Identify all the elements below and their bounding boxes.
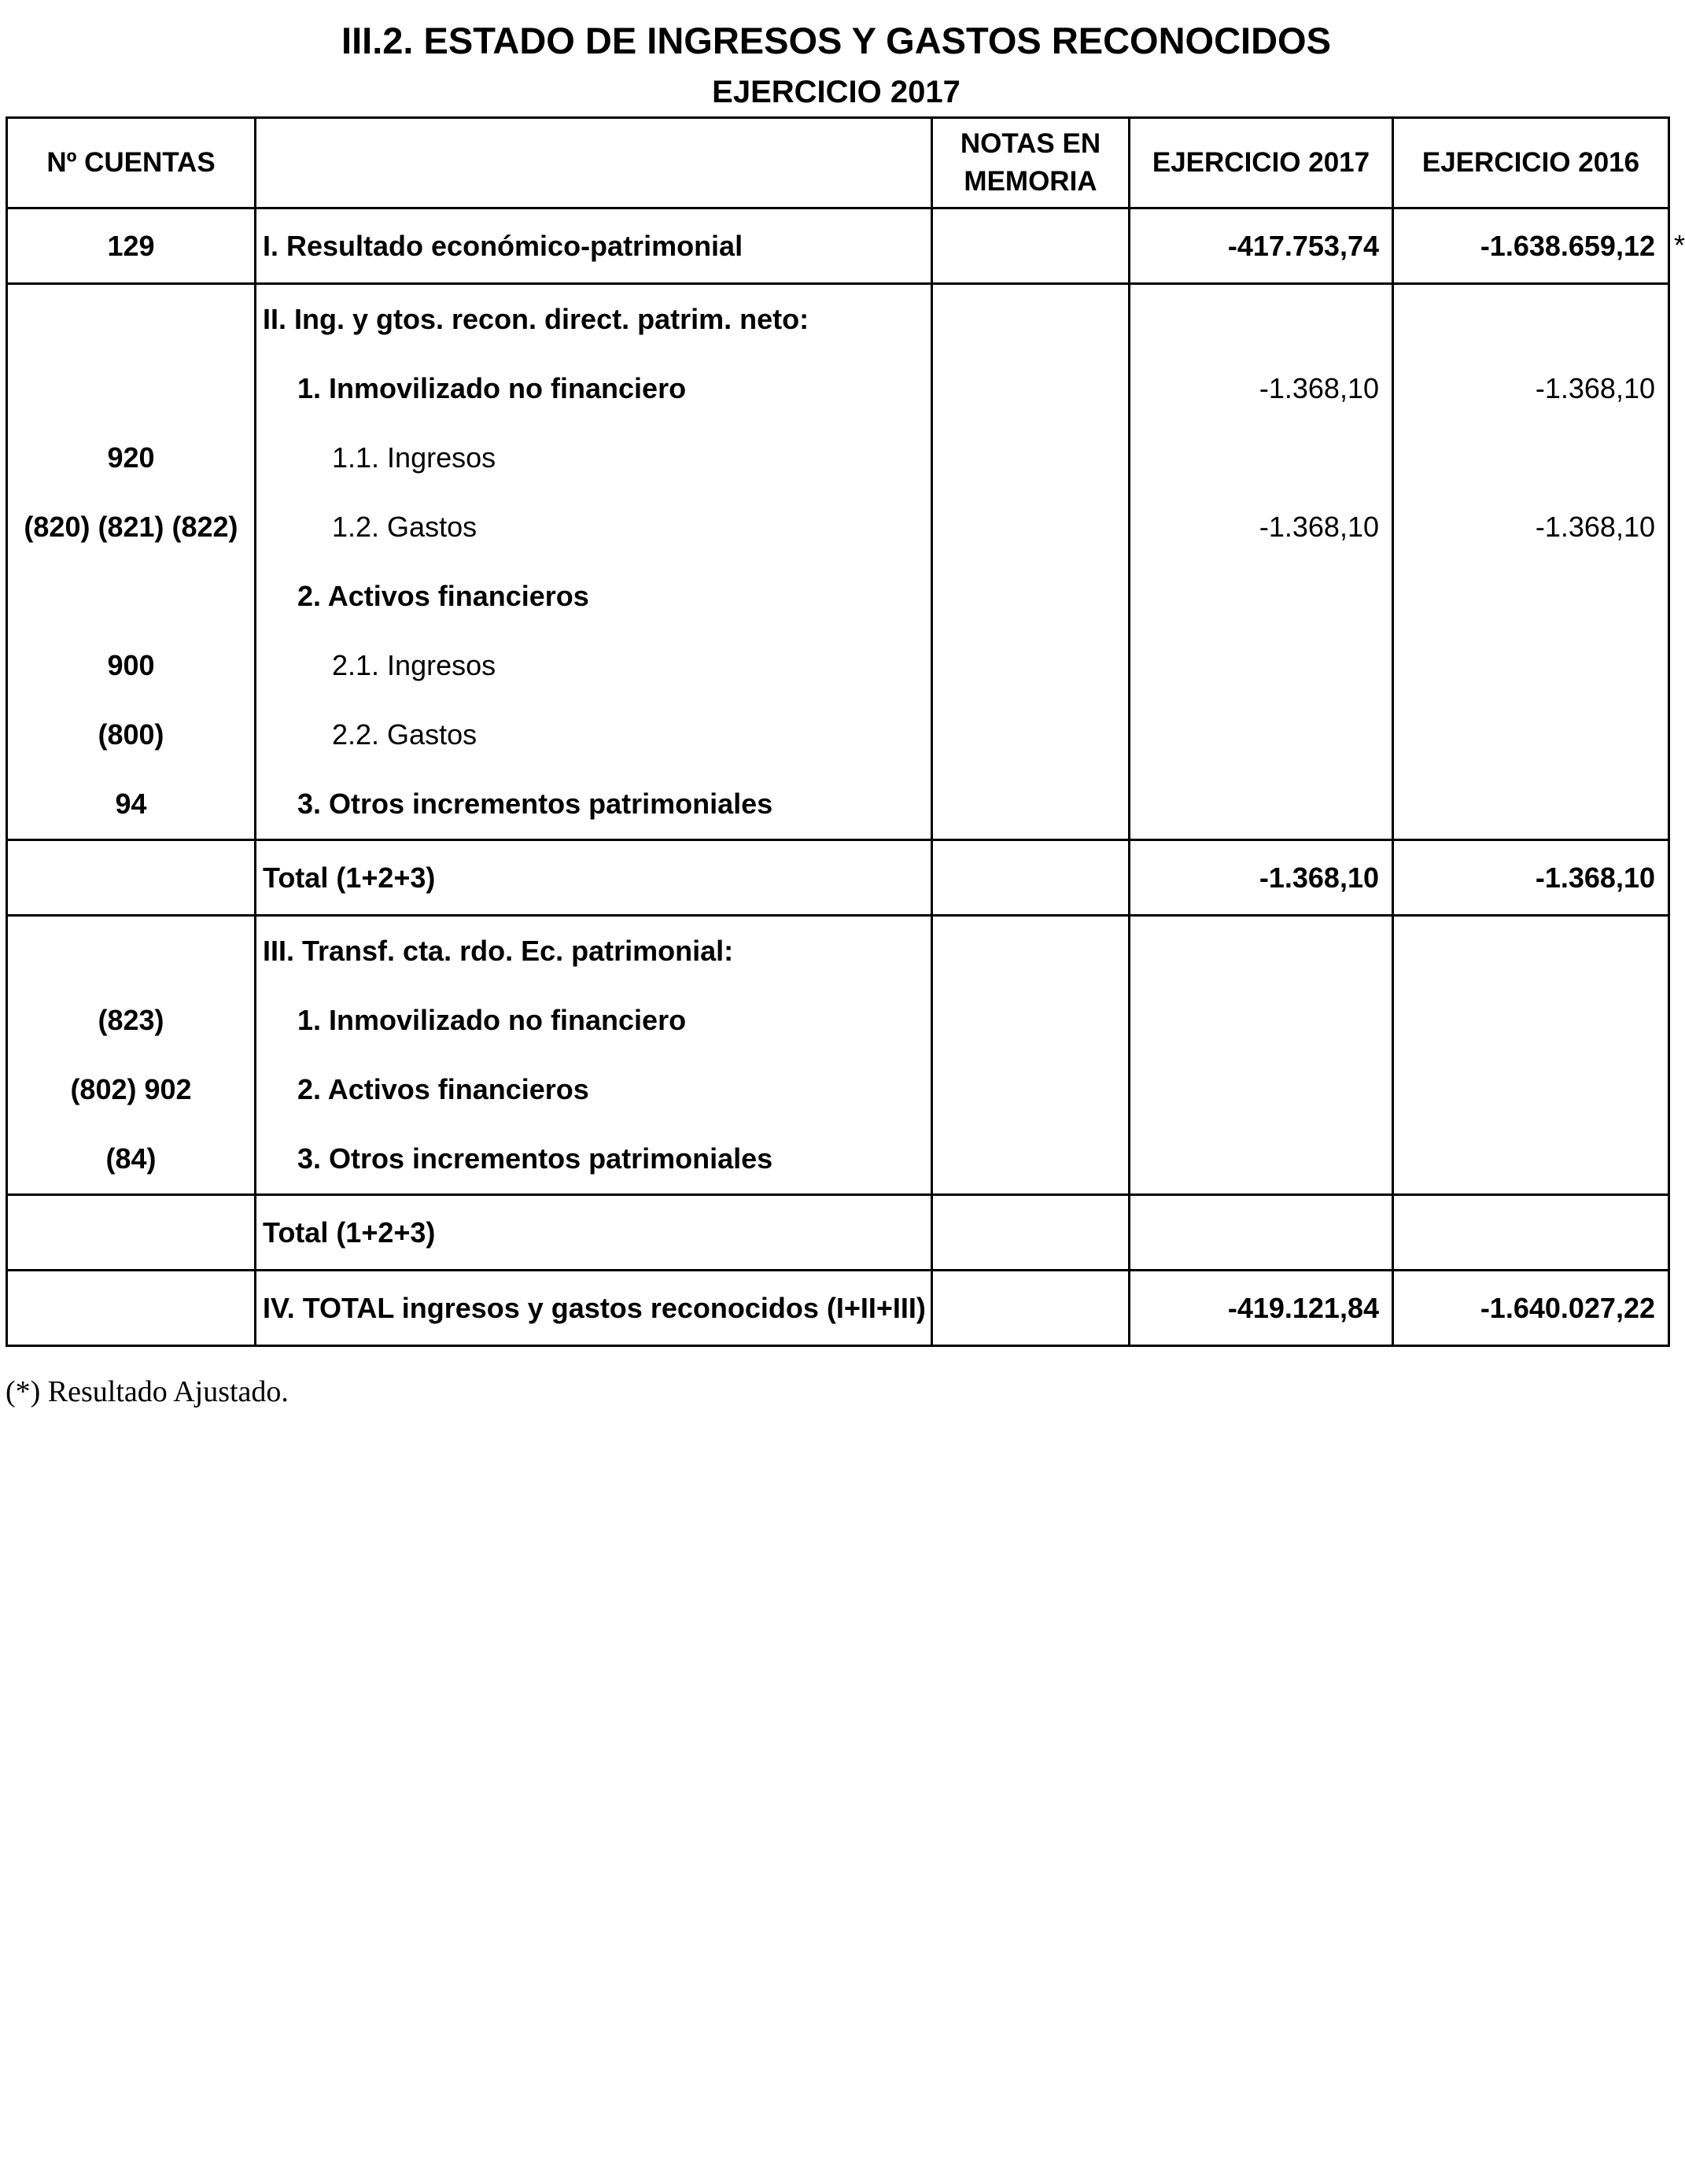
table-row [7, 284, 1669, 355]
row-notas [932, 493, 1130, 562]
footnote: (*) Resultado Ajustado. [6, 1375, 289, 1408]
row-cuenta: 920 [7, 423, 256, 493]
row-desc: 3. Otros incrementos patrimoniales [256, 769, 932, 840]
row-ej2017: -1.368,10 [1130, 493, 1393, 562]
table-row [7, 631, 1669, 700]
row-ej2017 [1130, 916, 1393, 987]
row-cuenta: (820) (821) (822) [7, 493, 256, 562]
row-desc: 1.1. Ingresos [256, 423, 932, 493]
row-notas [932, 1195, 1130, 1271]
row-notas [932, 208, 1130, 284]
row-desc: Total (1+2+3) [256, 1195, 932, 1271]
adjusted-mark: * [1673, 229, 1685, 261]
row-ej2016 [1393, 562, 1669, 631]
row-cuenta: (823) [7, 986, 256, 1055]
row-ej2016 [1393, 769, 1669, 840]
table-row [7, 354, 1669, 423]
row-notas [932, 916, 1130, 987]
row-ej2017: -1.368,10 [1130, 840, 1393, 916]
row-notas [932, 354, 1130, 423]
table-row [7, 1271, 1669, 1346]
header-notas-line2: MEMORIA [964, 166, 1097, 197]
row-notas [932, 840, 1130, 916]
table-row [7, 1055, 1669, 1124]
row-ej2016-value: -1.638.659,12 [1480, 229, 1655, 262]
row-ej2016: -1.368,10 [1393, 493, 1669, 562]
table-row [7, 986, 1669, 1055]
row-desc: 3. Otros incrementos patrimoniales [256, 1124, 932, 1195]
row-notas [932, 1124, 1130, 1195]
row-ej2017 [1130, 1055, 1393, 1124]
row-ej2017: -419.121,84 [1130, 1271, 1393, 1346]
row-desc: IV. TOTAL ingresos y gastos reconocidos (I+II+III) [256, 1271, 932, 1346]
row-ej2017 [1130, 986, 1393, 1055]
row-desc: Total (1+2+3) [256, 840, 932, 916]
table-row [7, 208, 1669, 284]
header-notas-line1: NOTAS EN [960, 128, 1101, 159]
page-title: III.2. ESTADO DE INGRESOS Y GASTOS RECONOCIDOS [341, 20, 1331, 61]
table-row [7, 423, 1669, 493]
row-notas [932, 423, 1130, 493]
row-notas [932, 562, 1130, 631]
table-row [7, 700, 1669, 769]
row-ej2016 [1393, 1195, 1669, 1271]
table-row [7, 1195, 1669, 1271]
row-desc: 2. Activos financieros [256, 1055, 932, 1124]
row-ej2016: -1.368,10 [1393, 840, 1669, 916]
row-desc: 2.1. Ingresos [256, 631, 932, 700]
row-cuenta [7, 1271, 256, 1346]
row-ej2016 [1393, 631, 1669, 700]
row-ej2016: -1.640.027,22 [1393, 1271, 1669, 1346]
row-desc: II. Ing. y gtos. recon. direct. patrim. neto: [256, 284, 932, 355]
row-cuenta [7, 354, 256, 423]
header-descripcion [256, 118, 932, 208]
row-notas [932, 631, 1130, 700]
row-ej2017 [1130, 769, 1393, 840]
row-ej2017 [1130, 562, 1393, 631]
row-cuenta: 129 [7, 208, 256, 284]
header-notas [932, 118, 1130, 208]
header-cuentas: Nº CUENTAS [7, 118, 256, 208]
row-ej2017 [1130, 631, 1393, 700]
row-ej2016 [1393, 1055, 1669, 1124]
row-notas [932, 700, 1130, 769]
row-ej2017 [1130, 1124, 1393, 1195]
header-ejercicio-2016: EJERCICIO 2016 [1393, 118, 1669, 208]
row-cuenta [7, 916, 256, 987]
row-desc: 1.2. Gastos [256, 493, 932, 562]
row-notas [932, 986, 1130, 1055]
row-cuenta [7, 840, 256, 916]
row-cuenta: 94 [7, 769, 256, 840]
row-ej2017 [1130, 1195, 1393, 1271]
row-ej2017: -1.368,10 [1130, 354, 1393, 423]
row-ej2016 [1393, 423, 1669, 493]
table-row [7, 916, 1669, 987]
table-row [7, 493, 1669, 562]
row-ej2016 [1393, 916, 1669, 987]
row-ej2016 [1393, 208, 1685, 284]
header-ejercicio-2017: EJERCICIO 2017 [1130, 118, 1393, 208]
row-ej2017 [1130, 700, 1393, 769]
row-cuenta: (800) [7, 700, 256, 769]
row-cuenta: (84) [7, 1124, 256, 1195]
row-ej2016 [1393, 1124, 1669, 1195]
table-header-row [7, 118, 1669, 208]
page-subtitle: EJERCICIO 2017 [712, 75, 960, 109]
row-notas [932, 284, 1130, 355]
row-desc: 2. Activos financieros [256, 562, 932, 631]
row-cuenta [7, 1195, 256, 1271]
table-row [7, 562, 1669, 631]
row-notas [932, 1055, 1130, 1124]
row-desc: 1. Inmovilizado no financiero [256, 354, 932, 423]
row-ej2017 [1130, 423, 1393, 493]
row-ej2017 [1130, 284, 1393, 355]
row-ej2016 [1393, 700, 1669, 769]
row-desc: 2.2. Gastos [256, 700, 932, 769]
row-cuenta [7, 562, 256, 631]
statement-table [6, 116, 1685, 1347]
row-ej2016 [1393, 284, 1669, 355]
row-ej2016 [1393, 986, 1669, 1055]
row-notas [932, 1271, 1130, 1346]
row-cuenta: 900 [7, 631, 256, 700]
row-notas [932, 769, 1130, 840]
row-ej2016: -1.368,10 [1393, 354, 1669, 423]
table-row [7, 840, 1669, 916]
row-desc: I. Resultado económico-patrimonial [256, 208, 932, 284]
table-row [7, 1124, 1669, 1195]
row-ej2017: -417.753,74 [1130, 208, 1393, 284]
table-row [7, 769, 1669, 840]
row-desc: III. Transf. cta. rdo. Ec. patrimonial: [256, 916, 932, 987]
row-cuenta: (802) 902 [7, 1055, 256, 1124]
row-desc: 1. Inmovilizado no financiero [256, 986, 932, 1055]
row-cuenta [7, 284, 256, 355]
